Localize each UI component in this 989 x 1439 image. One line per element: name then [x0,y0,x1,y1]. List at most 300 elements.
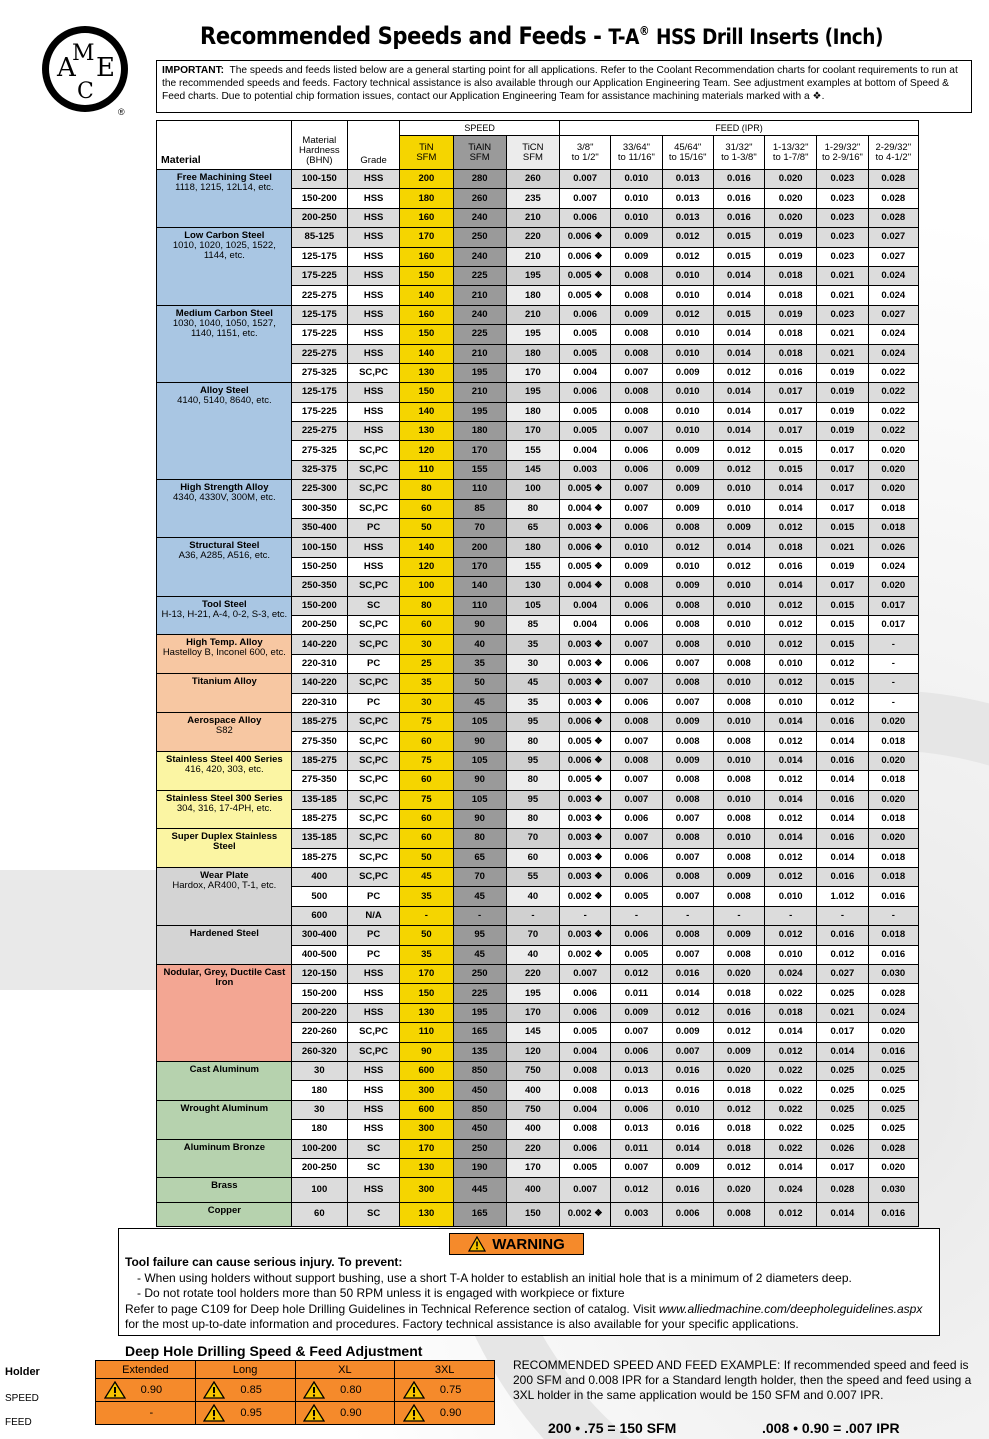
feed-cell-1: 0.002 ❖ [560,945,611,964]
grade-cell: HSS [347,557,399,576]
tin-sfm-cell: 160 [400,247,453,266]
feed-cell-6: 0.017 [817,441,868,460]
grade-cell: HSS [347,286,399,305]
feed-cell-6: 1.012 [817,887,868,906]
feed-cell-3: 0.012 [662,228,713,247]
feed-cell-6: 0.021 [817,344,868,363]
feed-cell-3: 0.013 [662,170,713,189]
feed-cell-4: 0.010 [713,674,764,693]
caution-icon [303,1404,325,1422]
feed-cell-3: 0.013 [662,208,713,227]
feed-cell-4: 0.016 [713,170,764,189]
caution-icon [203,1381,225,1399]
svg-text:C: C [77,79,94,104]
feed-cell-6: 0.019 [817,402,868,421]
tin-sfm-cell: 100 [400,577,453,596]
ticn-sfm-cell: 195 [506,984,559,1003]
feed-cell-7: 0.024 [868,557,918,576]
feed-cell-4: 0.014 [713,266,764,285]
feed-cell-5: 0.022 [765,1139,817,1158]
grade-cell: HSS [347,984,399,1003]
hardness-cell: 185-275 [291,712,347,731]
hardness-cell: 325-375 [291,460,347,479]
svg-text:A: A [57,53,76,83]
deep-speed-value: 0.75 [439,1384,462,1396]
grade-cell: HSS [347,305,399,324]
tiain-sfm-cell: 180 [453,422,506,441]
tin-sfm-cell: 25 [400,654,453,673]
tin-sfm-cell: 180 [400,189,453,208]
feed-cell-7: 0.020 [868,480,918,499]
feed-cell-2: 0.012 [611,965,662,984]
tin-sfm-cell: 140 [400,286,453,305]
feed-cell-5: 0.018 [765,325,817,344]
feed-cell-1: 0.005 [560,325,611,344]
material-cell [157,538,292,596]
feed-cell-5: 0.014 [765,1023,817,1042]
example-text: RECOMMENDED SPEED AND FEED EXAMPLE: If recommended speed and feed is 200 SFM and 0.008 IPR for a Standard length holder, then the speed and feed using a 3XL holder in the same application would be 150 SFM and 0.007 IPR. [513,1358,972,1402]
tiain-sfm-cell: 225 [453,266,506,285]
feed-cell-5: 0.012 [765,596,817,615]
grade-cell: SC,PC [347,674,399,693]
tiain-sfm-cell: 190 [453,1158,506,1177]
table-row [157,674,919,693]
grade-cell: SC [347,1158,399,1177]
tiain-sfm-cell: 240 [453,208,506,227]
ticn-sfm-cell: - [506,906,559,925]
feed-cell-4: 0.015 [713,228,764,247]
col-feed-range-2: 33/64" to 11/16" [611,136,662,170]
ticn-sfm-cell: 400 [506,1178,559,1202]
grade-cell: SC,PC [347,1042,399,1061]
feed-cell-6: 0.023 [817,228,868,247]
feed-cell-3: 0.008 [662,615,713,634]
tin-sfm-cell: 140 [400,402,453,421]
grade-cell: HSS [347,189,399,208]
feed-cell-5: 0.018 [765,538,817,557]
grade-cell: SC,PC [347,441,399,460]
tin-sfm-cell: 130 [400,422,453,441]
table-row [157,712,919,731]
title-rest: HSS Drill Inserts (Inch) [656,25,884,49]
title-main: Recommended Speeds and Feeds - [200,22,602,50]
tiain-sfm-cell: 850 [453,1100,506,1119]
hardness-cell: 150-200 [291,189,347,208]
tin-sfm-cell: 35 [400,674,453,693]
tin-sfm-cell: 300 [400,1178,453,1202]
feed-cell-2: 0.007 [611,499,662,518]
ticn-sfm-cell: 80 [506,499,559,518]
col-feed-range-5: 1-13/32" to 1-7/8" [765,136,817,170]
ticn-sfm-cell: 170 [506,363,559,382]
ticn-sfm-cell: 130 [506,577,559,596]
feed-cell-2: 0.007 [611,732,662,751]
feed-cell-7: 0.016 [868,1042,918,1061]
tin-sfm-cell: 90 [400,1042,453,1061]
deep-speed-cell [195,1379,295,1402]
feed-cell-5: 0.016 [765,363,817,382]
material-name: Free Machining Steel [176,172,272,183]
grade-cell: SC,PC [347,790,399,809]
ticn-sfm-cell: 170 [506,422,559,441]
material-name: Structural Steel [189,540,260,552]
tiain-sfm-cell: 250 [453,965,506,984]
feed-cell-3: 0.008 [662,674,713,693]
feed-cell-2: 0.009 [611,305,662,324]
feed-cell-3: 0.010 [662,266,713,285]
feed-cell-4: 0.016 [713,1003,764,1022]
feed-cell-7: 0.018 [868,809,918,828]
tiain-sfm-cell: 210 [453,383,506,402]
tiain-sfm-cell: 90 [453,615,506,634]
feed-cell-4: 0.012 [713,363,764,382]
table-row [157,635,919,654]
deep-speed-cell [96,1379,196,1402]
feed-cell-4: 0.009 [713,868,764,887]
feed-cell-2: 0.007 [611,790,662,809]
feed-cell-3: 0.008 [662,926,713,945]
hardness-cell: 60 [291,1202,347,1226]
feed-cell-6: 0.016 [817,751,868,770]
feed-cell-3: 0.009 [662,441,713,460]
feed-cell-3: 0.008 [662,519,713,538]
ticn-sfm-cell: 145 [506,460,559,479]
feed-cell-2: 0.013 [611,1120,662,1139]
tiain-sfm-cell: 70 [453,868,506,887]
hardness-cell: 150-200 [291,984,347,1003]
grade-cell: HSS [347,383,399,402]
ticn-sfm-cell: 260 [506,170,559,189]
ticn-sfm-cell: 400 [506,1081,559,1100]
feed-cell-6: 0.019 [817,557,868,576]
tin-sfm-cell: 130 [400,1003,453,1022]
feed-cell-3: 0.008 [662,868,713,887]
feed-cell-5: 0.020 [765,208,817,227]
tin-sfm-cell: 130 [400,1202,453,1226]
tiain-sfm-cell: 110 [453,480,506,499]
feed-cell-6: 0.015 [817,635,868,654]
feed-cell-1: 0.004 [560,596,611,615]
ticn-sfm-cell: 210 [506,208,559,227]
feed-cell-7: - [868,693,918,712]
hardness-cell: 30 [291,1100,347,1119]
feed-cell-4: 0.012 [713,460,764,479]
hardness-cell: 180 [291,1081,347,1100]
material-name: Wrought Aluminum [180,1102,269,1114]
ticn-sfm-cell: 220 [506,228,559,247]
feed-cell-3: 0.007 [662,809,713,828]
feed-cell-5: 0.014 [765,480,817,499]
ticn-sfm-cell: 70 [506,829,559,848]
grade-cell: HSS [347,965,399,984]
feed-cell-5: - [765,906,817,925]
feed-cell-5: 0.012 [765,635,817,654]
grade-cell: SC,PC [347,829,399,848]
warning-refer: Refer to page C109 for Deep hole Drilling Guidelines in Technical Reference section of catalog. Visit www.alliedmachine.com/deepholeguidelines.aspx [125,1301,923,1316]
feed-cell-5: 0.010 [765,693,817,712]
material-name: Super Duplex Stainless Steel [171,831,278,853]
feed-cell-2: 0.008 [611,286,662,305]
tiain-sfm-cell: 110 [453,596,506,615]
feed-cell-2: 0.008 [611,712,662,731]
feed-cell-2: 0.006 [611,654,662,673]
feed-cell-7: 0.020 [868,1158,918,1177]
tin-sfm-cell: 160 [400,305,453,324]
feed-cell-7: 0.017 [868,615,918,634]
material-cell [157,596,292,635]
feed-cell-3: 0.009 [662,751,713,770]
table-row [157,868,919,887]
deep-feed-cell [96,1402,196,1425]
feed-cell-5: 0.012 [765,868,817,887]
feed-cell-3: 0.009 [662,577,713,596]
ticn-sfm-cell: 95 [506,712,559,731]
feed-cell-4: 0.008 [713,945,764,964]
feed-cell-1: 0.006 ❖ [560,538,611,557]
feed-cell-6: 0.023 [817,208,868,227]
feed-cell-5: 0.012 [765,1042,817,1061]
grade-cell: SC,PC [347,771,399,790]
material-name: Alloy Steel [200,385,249,397]
feed-cell-4: - [713,906,764,925]
feed-cell-6: 0.012 [817,945,868,964]
feed-cell-4: 0.016 [713,208,764,227]
feed-cell-3: 0.010 [662,1100,713,1119]
deep-feed-value: 0.95 [240,1407,262,1419]
feed-cell-1: 0.006 ❖ [560,228,611,247]
hardness-cell: 120-150 [291,965,347,984]
tin-sfm-cell: 60 [400,499,453,518]
table-row [157,926,919,945]
hardness-cell: 275-325 [291,363,347,382]
material-name: Cast Aluminum [189,1063,259,1075]
hardness-cell: 185-275 [291,809,347,828]
material-cell [157,383,292,480]
tin-sfm-cell: 150 [400,325,453,344]
col-feed-range-3: 45/64" to 15/16" [662,136,713,170]
feed-cell-6: 0.014 [817,848,868,867]
feed-cell-4: 0.010 [713,635,764,654]
feed-cell-2: 0.007 [611,771,662,790]
feed-cell-5: 0.014 [765,829,817,848]
speed-formula: 200 • .75 = 150 SFM [548,1420,677,1436]
feed-cell-1: 0.004 [560,615,611,634]
hardness-cell: 140-220 [291,635,347,654]
tin-sfm-cell: 35 [400,945,453,964]
hardness-cell: 175-225 [291,402,347,421]
feed-cell-2: 0.011 [611,984,662,1003]
feed-cell-4: 0.018 [713,984,764,1003]
feed-cell-5: 0.017 [765,422,817,441]
feed-cell-7: 0.022 [868,402,918,421]
feed-cell-6: 0.016 [817,926,868,945]
hardness-cell: 200-250 [291,208,347,227]
hardness-cell: 100-150 [291,170,347,189]
tin-sfm-cell: 150 [400,984,453,1003]
feed-cell-5: 0.015 [765,441,817,460]
tiain-sfm-cell: 135 [453,1042,506,1061]
hardness-cell: 100-200 [291,1139,347,1158]
hardness-cell: 275-325 [291,441,347,460]
caution-icon [403,1381,425,1399]
feed-cell-1: 0.004 [560,363,611,382]
material-cell [157,926,292,965]
feed-cell-5: 0.014 [765,499,817,518]
title-reg: ® [638,24,650,38]
feed-cell-5: 0.018 [765,1003,817,1022]
hardness-cell: 600 [291,906,347,925]
tiain-sfm-cell: 140 [453,577,506,596]
warning-item-1: - When using holders without support bushing, use a short T-A holder to establish an initial hole that is a minimum of 2 diameters deep. [137,1270,852,1285]
feed-cell-2: 0.007 [611,422,662,441]
feed-cell-7: 0.030 [868,965,918,984]
tiain-sfm-cell: 90 [453,809,506,828]
feed-cell-2: 0.008 [611,751,662,770]
feed-label: FEED [5,1417,32,1428]
warning-text [125,1255,933,1333]
feed-cell-3: 0.016 [662,1178,713,1202]
feed-cell-7: 0.028 [868,189,918,208]
material-name: Aerospace Alloy [187,714,262,726]
ticn-sfm-cell: 210 [506,247,559,266]
holder-long: Long [195,1361,295,1379]
feed-cell-7: 0.024 [868,344,918,363]
deep-feed-value: 0.90 [439,1407,462,1419]
feed-cell-5: 0.022 [765,1061,817,1080]
feed-cell-2: 0.008 [611,577,662,596]
feed-cell-1: 0.007 [560,1178,611,1202]
guidelines-link[interactable]: www.alliedmachine.com/deepholeguidelines.aspx [658,1301,923,1316]
grade-cell: HSS [347,266,399,285]
feed-cell-1: 0.005 [560,422,611,441]
ticn-sfm-cell: 180 [506,538,559,557]
tiain-sfm-cell: 210 [453,344,506,363]
ticn-sfm-cell: 85 [506,615,559,634]
deep-hole-title: Deep Hole Drilling Speed & Feed Adjustment [125,1343,423,1359]
feed-cell-7: 0.018 [868,771,918,790]
material-cell [157,712,292,751]
feed-cell-4: 0.010 [713,596,764,615]
hardness-cell: 225-275 [291,344,347,363]
tin-sfm-cell: 110 [400,460,453,479]
hardness-cell: 220-260 [291,1023,347,1042]
feed-cell-4: 0.012 [713,441,764,460]
tiain-sfm-cell: 250 [453,228,506,247]
feed-cell-3: 0.012 [662,305,713,324]
ticn-sfm-cell: 195 [506,325,559,344]
feed-cell-2: 0.005 [611,945,662,964]
feed-cell-5: 0.012 [765,732,817,751]
feed-cell-5: 0.019 [765,247,817,266]
feed-cell-7: 0.025 [868,1120,918,1139]
caution-icon [403,1404,425,1422]
feed-cell-5: 0.018 [765,286,817,305]
feed-cell-1: 0.003 ❖ [560,790,611,809]
feed-cell-5: 0.022 [765,1100,817,1119]
feed-cell-6: 0.025 [817,1120,868,1139]
feed-cell-3: 0.010 [662,422,713,441]
feed-cell-7: 0.018 [868,499,918,518]
grade-cell: SC,PC [347,460,399,479]
feed-cell-3: - [662,906,713,925]
material-name: Low Carbon Steel [184,230,265,242]
feed-formula: .008 • 0.90 = .007 IPR [762,1420,900,1436]
feed-cell-4: 0.016 [713,189,764,208]
feed-cell-1: 0.006 [560,984,611,1003]
feed-cell-4: 0.012 [713,557,764,576]
hardness-cell: 85-125 [291,228,347,247]
table-row [157,1178,919,1202]
feed-cell-1: 0.004 [560,441,611,460]
feed-cell-7: 0.024 [868,286,918,305]
tin-sfm-cell: 30 [400,635,453,654]
material-name: High Temp. Alloy [186,637,263,649]
ticn-sfm-cell: 95 [506,790,559,809]
feed-cell-7: 0.028 [868,1139,918,1158]
material-cell [157,829,292,868]
tin-sfm-cell: 300 [400,1120,453,1139]
feed-cell-1: - [560,906,611,925]
feed-cell-6: 0.023 [817,170,868,189]
feed-cell-7: 0.020 [868,460,918,479]
feed-cell-5: 0.010 [765,945,817,964]
feed-cell-6: 0.019 [817,383,868,402]
feed-cell-5: 0.024 [765,1178,817,1202]
feed-cell-5: 0.022 [765,984,817,1003]
hardness-cell: 220-310 [291,654,347,673]
feed-cell-3: 0.008 [662,732,713,751]
tiain-sfm-cell: 45 [453,945,506,964]
feed-cell-2: 0.006 [611,693,662,712]
feed-cell-7: 0.016 [868,945,918,964]
hardness-cell: 185-275 [291,848,347,867]
feed-cell-6: 0.023 [817,247,868,266]
ticn-sfm-cell: 40 [506,945,559,964]
grade-cell: SC,PC [347,1023,399,1042]
feed-cell-7: 0.022 [868,383,918,402]
grade-cell: SC,PC [347,712,399,731]
feed-cell-2: 0.012 [611,1178,662,1202]
col-feed-range-1: 3/8" to 1/2" [560,136,611,170]
feed-cell-3: 0.016 [662,965,713,984]
deep-speed-value: 0.85 [240,1384,262,1396]
holder-label: Holder [5,1366,40,1378]
deep-hole-table [95,1360,495,1425]
feed-cell-2: 0.010 [611,208,662,227]
table-row [157,480,919,499]
ticn-sfm-cell: 60 [506,848,559,867]
ticn-sfm-cell: 100 [506,480,559,499]
feed-cell-1: 0.007 [560,189,611,208]
feed-cell-1: 0.004 [560,1100,611,1119]
deep-feed-cell [195,1402,295,1425]
feed-cell-3: 0.012 [662,538,713,557]
warning-icon [468,1236,486,1252]
feed-cell-4: 0.008 [713,771,764,790]
feed-cell-6: 0.021 [817,1003,868,1022]
grade-cell: HSS [347,247,399,266]
important-text: The speeds and feeds listed below are a general starting point for all applications. Refer to the Coolant Recommendation charts for coolant requirements to run at the recommended speeds and feeds. Factory technical assistance is also available through our Application Engineering Team. See adjustment examples at bottom of Speed & Feed charts. Due to potential chip formation issues, contact our Application Engineering Team for assistance machining materials marked with a ❖. [162,65,958,102]
tin-sfm-cell: 160 [400,208,453,227]
feed-cell-1: 0.003 ❖ [560,829,611,848]
feed-cell-7: 0.020 [868,441,918,460]
feed-cell-5: 0.018 [765,344,817,363]
feed-cell-4: 0.008 [713,887,764,906]
col-feed-range-7: 2-29/32" to 4-1/2" [868,136,918,170]
feed-cell-6: 0.014 [817,809,868,828]
important-note [156,60,972,113]
feed-cell-2: 0.007 [611,1023,662,1042]
